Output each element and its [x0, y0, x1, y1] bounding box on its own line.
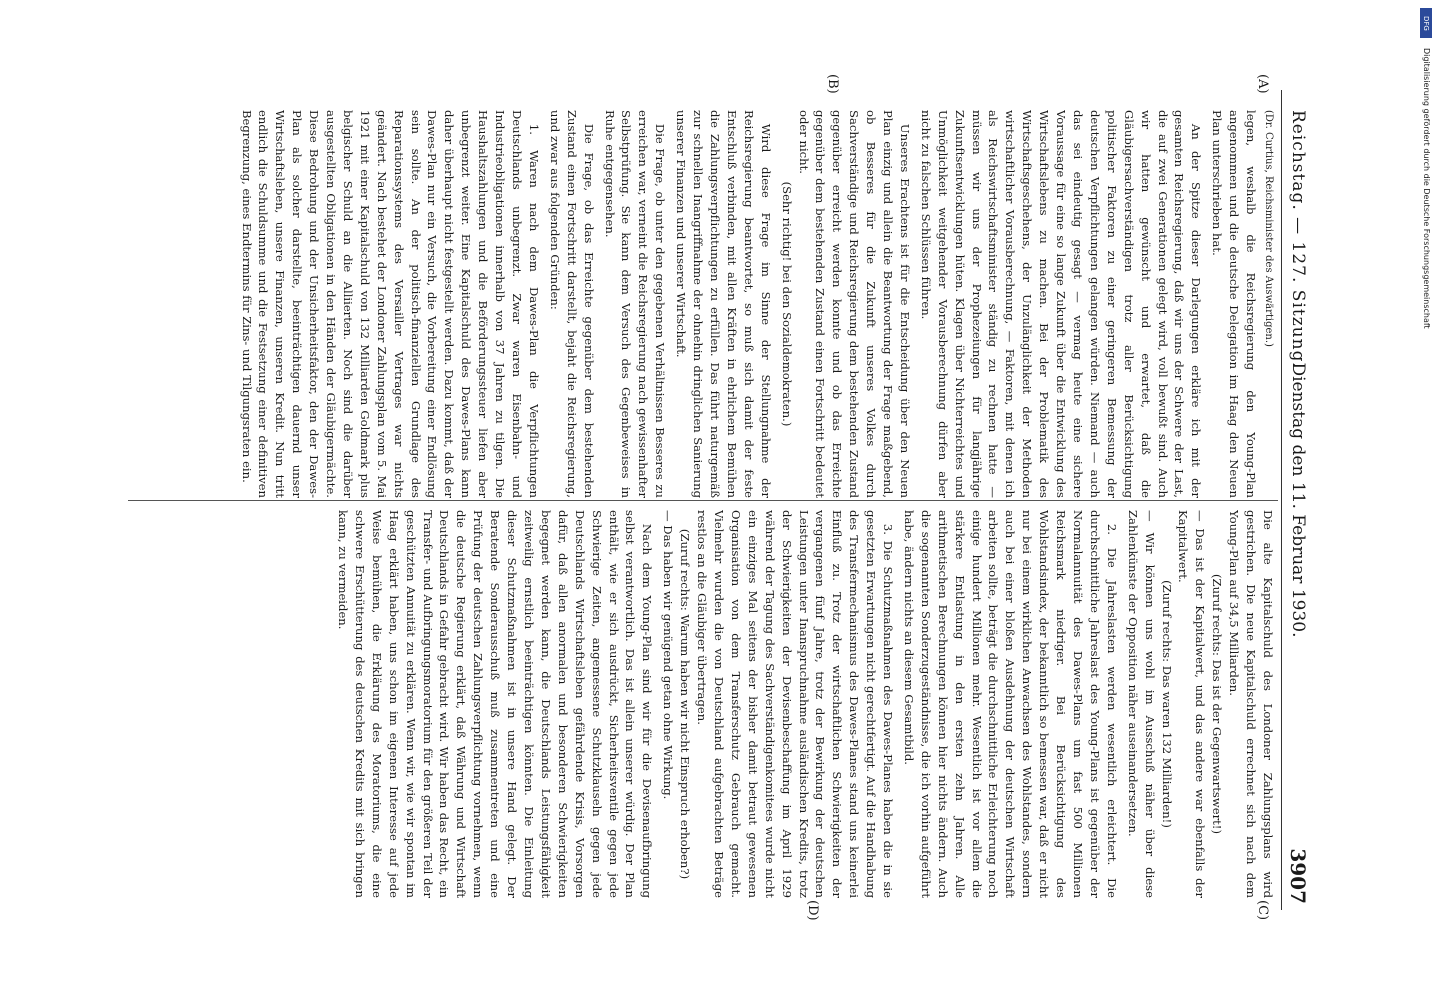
page-header [1281, 90, 1310, 910]
column-divider [128, 500, 1278, 501]
right-paragraph: Die alte Kapitalschuld des Londoner Zahlungsplans wird gestrichen. Die neue Kapitalschuld errechnet sich nach dem Young-Plan auf 34,5 Milliarden. [1227, 510, 1275, 898]
right-interjection: (Zuruf rechts: Das waren 132 Milliarden!) [1159, 580, 1174, 828]
rotated-document-page [110, 74, 1310, 921]
left-paragraph: Die Frage, ob das Erreichte gegenüber dem bestehenden Zustand einen Fortschritt darstellt, bejaht die Reichsregierung, und zwar aus folgenden Gründen: [547, 110, 596, 498]
right-column [126, 510, 1276, 898]
left-paragraph: Unseres Erachtens ist für die Entscheidung über den Neuen Plan einzig und allein die Beantwortung der Frage maßgebend, ob Besseres für die Zukunft unseres Volkes durch Sachverständige und Reichsregierung dem bestehenden Zustand gegenüber erreicht werden konnte und ob das Erreichte gegenüber dem bestehenden Zustand einen Fortschritt bedeutet oder nicht. [796, 110, 912, 498]
margin-marker-c: (C) [1255, 900, 1270, 921]
digitization-note: Digitalisierung gefördert durch die Deutsche Forschungsgemeinschaft [1422, 48, 1431, 329]
right-paragraph: 2. Die Jahreslasten werden wesentlich erleichtert. Die durchschnittliche Jahreslast des Young-Plans ist gegenüber der Normalannuität des Dawes-Plans um fast 500 Millionen Reichsmark niedriger. Bei Berücksichtigung des Wohlstandsindex, der bekanntlich so bemessen war, daß er nicht nur bei einem wirklichen Anwachsen des Wohlstandes, sondern auch bei einer bloßen Ausdehnung der deutschen Wirtschaft arbeiten sollte, beträgt die durchschnittliche Erleichterung noch einige hundert Millionen mehr. Wesentlich ist vor allem die stärkere Entlastung in den ersten zehn Jahren. Alle arithmetischen Berechnungen können hier nichts ändern. Auch die sogenannten Sonderzugeständnisse, die ich vorhin aufgeführt habe, ändern nichts an diesem Gesamtbild. [901, 510, 1119, 898]
right-paragraph: — Das haben wir genügend getan ohne Wirkung. [661, 510, 676, 800]
header-date: Dienstag den 11. Februar 1930. [1288, 362, 1308, 638]
left-column [126, 110, 1276, 498]
margin-marker-d: (D) [805, 900, 820, 921]
speaker-note: (Dr. Curtius, Reichsminister des Auswärtigen.) [1263, 110, 1274, 347]
header-left: Reichstag. — 127. Sitzung. [1288, 110, 1308, 369]
right-paragraph: — Das ist der Kapitalwert, und das andere war ebenfalls der Kapitalwert. [1176, 510, 1208, 898]
left-paragraph: An der Spitze dieser Darlegungen erkläre ich mit der gesamten Reichsregierung, daß wir uns der Schwere der Last, die auf zwei Generationen gelegt wird, voll bewußt sind. Auch wir hatten gewünscht und erwartet, daß die Gläubigersachverständigen trotz aller Berücksichtigung politischer Faktoren zu einer geringeren Bemessung der deutschen Verpflichtungen gelangen würden. Niemand — auch das sei eindeutig gesagt — vermag heute eine sichere Voraussage für eine so lange Zukunft über die Entwicklung des Wirtschaftslebens zu machen. Bei der Problematik des Wirtschaftsgeschehens, der Unzulänglichkeit der Methoden wirtschaftlicher Vorausberechnung, — Faktoren, mit denen ich als Reichswirtschaftsminister ständig zu rechnen hatte — müssen wir uns der Prophezeiungen für langjährige Zukunftsentwicklungen hüten. Klagen über Nichterreichtes und Unmöglichkeit weitgehender Vorausberechnung dürfen aber nicht zu falschen Schlüssen führen. [918, 110, 1204, 498]
left-paragraph: Wird diese Frage im Sinne der Stellungnahme der Reichsregierung beantwortet, so muß sich damit der feste Entschluß verbinden, mit allen Kräften in ehrlichem Bemühen die Zahlungsverpflichtungen zu erfüllen. Das führt naturgemäß zur schnellen Inangriffnahme der ohnehin dringlichen Sanierung unserer Finanzen und unserer Wirtschaft. [674, 110, 773, 498]
left-interjection: (Sehr richtig! bei den Sozialdemokraten.) [779, 181, 794, 427]
right-paragraph: — Wir können uns wohl im Ausschuß näher über diese Zahlenkünste der Opposition näher auseinandersetzen. [1125, 510, 1157, 898]
margin-marker-a: (A) [1255, 74, 1270, 94]
right-paragraph: Nach dem Young-Plan sind wir für die Devisenaufbringung selbst verantwortlich. Das ist allein unserer würdig. Der Plan enthält, wie er sich ausdrückt, Sicherheitsventile gegen jede Schwierige Zeiten, angemessene Schutzklauseln gegen jede Deutschlands Wirtschaftsleben gefährdende Krisis, Vorsorgen dafür, daß allen anormalen und besonderen Schwierigkeiten begegnet werden kann, die Deutschlands Leistungsfähigkeit zeitweilig ernstlich beeinträchtigen könnten. Die Einleitung dieser Schutzmaßnahmen ist in unsere Hand gelegt. Der Beratende Sonderausschuß muß zusammentreten und eine Prüfung der deutschen Zahlungsverpflichtung vornehmen, wenn die deutsche Regierung erklärt, daß Währung und Wirtschaft Deutschlands in Gefahr gebracht wird. Wir haben das Recht, ein Transfer- und Aufbringungsmoratorium für den größeren Teil der geschützten Annuität zu erklären. Wenn wir, wie wir spontan im Haag erklärt haben, uns schon im eigenen Interesse auf jede Weise bemühen, die Erklärung des Moratoriums, die eine schwere Erschütterung des deutschen Kredits mit sich bringen kann, zu vermeiden. [336, 510, 655, 898]
dfg-logo: DFG [1420, 8, 1432, 38]
left-paragraph: legen, weshalb die Reichsregierung den Young-Plan angenommen und die deutsche Delegation im Haag den Neuen Plan unterschrieben hat. [1210, 110, 1259, 498]
left-paragraph: 1. Waren nach dem Dawes-Plan die Verpflichtungen Deutschlands unbegrenzt. Zwar waren Eisenbahn- und Industrieobligationen innerhalb von 37 Jahren zu tilgen. Die Haushaltszahlungen und die Beförderungssteuer liefen aber unbegrenzt weiter. Eine Kapitalschuld des Dawes-Plans kann daher überhaupt nicht festgestellt werden. Dazu kommt, daß der Dawes-Plan nur ein Versuch, die Vorbereitung einer Endlösung sein sollte. An der politisch-finanziellen Grundlage des Reparationssystems des Versailler Vertrages war nichts geändert. Nach bestehet der Londoner Zahlungsplan vom 5. Mai 1921 mit einer Kapitalschuld von 132 Milliarden Goldmark plus belgischer Schuld an die Alliierten. Noch sind die darüber ausgestellten Obligationen in den Händen der Gläubigermächte. Diese Bedrohung und der Unsicherheitsfaktor, den der Dawes-Plan als solcher darstellte, beeinträchtigen dauernd unser Wirtschaftsleben, unsere Finanzen, unseren Kredit. Nun tritt endlich die Schuldsumme und die Festsetzung einer definitiven Begrenzung, eines Endtermins für Zins- und Tilgungsraten ein. [239, 110, 541, 498]
right-interjection: (Zuruf rechts: Warum haben wir nicht Einspruch erhoben?) [678, 528, 693, 880]
margin-marker-b: (B) [825, 74, 840, 94]
right-paragraph: 3. Die Schutzmaßnahmen des Dawes-Planes haben die in sie gesetzten Erwartungen nicht gerechtfertigt. Auf die Handhabung des Transfermechanismus des Dawes-Planes stand uns keinerlei Einfluß zu. Trotz der wirtschaftlichen Schwierigkeiten der vergangenen fünf Jahre, trotz der Bewirkung der deutschen Leistungen unter Inanspruchnahme ausländischen Kredits, trotz der Schwierigkeiten der Devisenbeschaffung im April 1929 während der Tagung des Sachverständigenkomitees wurde nicht ein einziges Mal seitens der bisher damit betraut gewesenen Organisation von dem Transferschutz Gebrauch gemacht. Vielmehr wurden die von Deutschland aufgebrachten Beträge restlos an die Gläubiger übertragen. [695, 510, 896, 898]
page-number: 3907 [1286, 848, 1310, 904]
left-paragraph: Die Frage, ob unter den gegebenen Verhältnissen Besseres zu erreichen war, verneint die Reichsregierung nach gewissenhafter Selbstprüfung. Sie kann dem Versuch des Gegenbeweises in Ruhe entgegensehen. [602, 110, 668, 498]
right-interjection: (Zuruf rechts: Das ist der Gegenwartswert!) [1210, 574, 1225, 834]
